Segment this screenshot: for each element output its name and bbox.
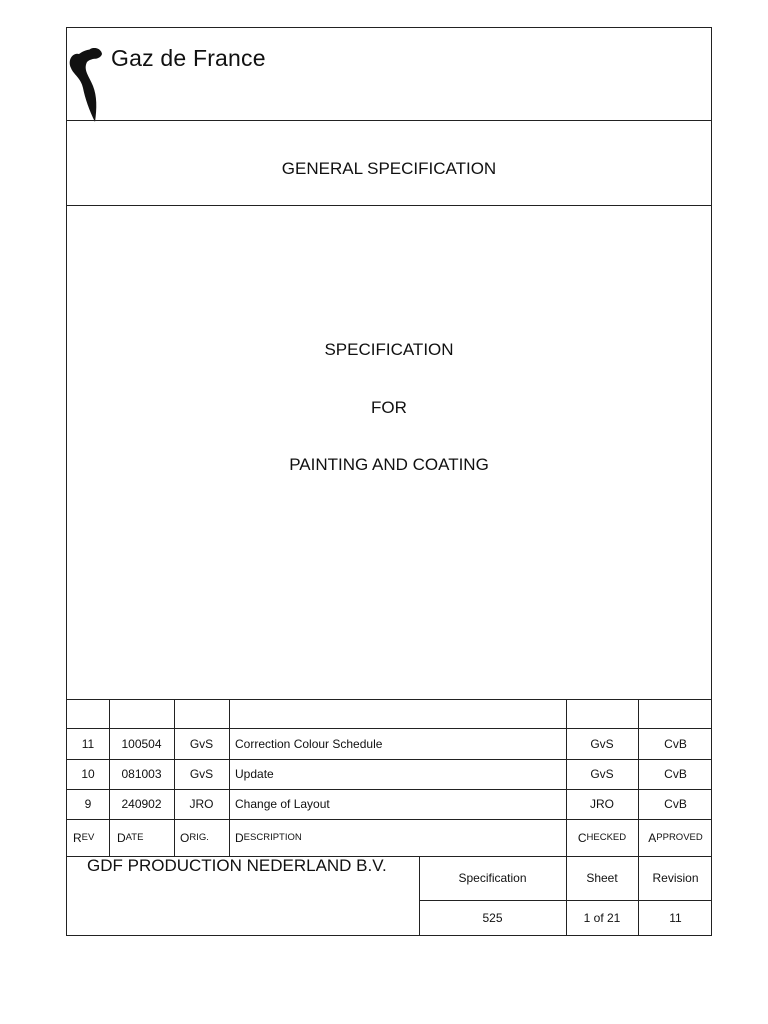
description-cell: Correction Colour Schedule [235, 736, 383, 751]
column-header-approved [638, 819, 713, 856]
checked-cell: GvS [590, 767, 614, 781]
date-cell: 100504 [121, 736, 162, 751]
orig-cell: GvS [189, 767, 214, 781]
checked-cell: GvS [590, 736, 614, 751]
header-initial: A [648, 830, 657, 845]
column-header-checked [566, 819, 638, 856]
divider [67, 120, 711, 121]
header-initial: O [180, 830, 190, 845]
orig-cell: JRO [189, 797, 214, 811]
title-line-3: PAINTING AND COATING [289, 455, 489, 474]
spec-value: 525 [482, 911, 503, 925]
approved-cell: CvB [664, 797, 687, 811]
company-logo [67, 36, 267, 120]
rev-cell: 10 [81, 767, 95, 781]
header-rest: ESCRIPTION [243, 832, 302, 843]
header-initial: R [73, 830, 82, 845]
header-initial: D [117, 830, 126, 845]
column-header-orig [180, 819, 229, 856]
header-rest: HECKED [586, 832, 627, 843]
column-header-description [235, 819, 566, 856]
approved-cell: CvB [664, 767, 687, 781]
header-rest: RIG. [189, 832, 209, 843]
orig-cell: GvS [189, 736, 214, 751]
rev-cell: 11 [81, 736, 95, 751]
document-frame [66, 27, 712, 936]
approved-cell: CvB [664, 736, 687, 751]
date-cell: 240902 [121, 797, 162, 811]
header-rest: ATE [125, 832, 144, 843]
header-rest: PPROVED [656, 832, 703, 843]
description-cell: Change of Layout [235, 797, 330, 811]
table-top-line [67, 699, 711, 700]
sheet-label: Sheet [586, 871, 618, 885]
logo-wordmark: Gaz de France [111, 45, 266, 71]
header-initial: D [235, 830, 244, 845]
checked-cell: JRO [590, 797, 614, 811]
title-line-2: FOR [371, 398, 407, 417]
revision-value: 11 [669, 911, 682, 925]
title-line-1: SPECIFICATION [324, 340, 454, 359]
revision-label: Revision [652, 871, 699, 885]
date-cell: 081003 [121, 767, 162, 781]
column-header-date [117, 819, 174, 856]
sheet-value: 1 of 21 [583, 911, 621, 925]
gaz-de-france-flame-icon [67, 48, 107, 124]
spec-label: Specification [458, 871, 527, 885]
doc-category: GENERAL SPECIFICATION [281, 159, 497, 178]
company-name: GDF PRODUCTION NEDERLAND B.V. [87, 856, 387, 875]
header-rest: EV [81, 832, 95, 843]
column-header-rev [73, 819, 109, 856]
description-cell: Update [235, 767, 274, 781]
rev-cell: 9 [84, 797, 92, 811]
header-initial: C [577, 830, 587, 845]
divider [67, 205, 711, 206]
